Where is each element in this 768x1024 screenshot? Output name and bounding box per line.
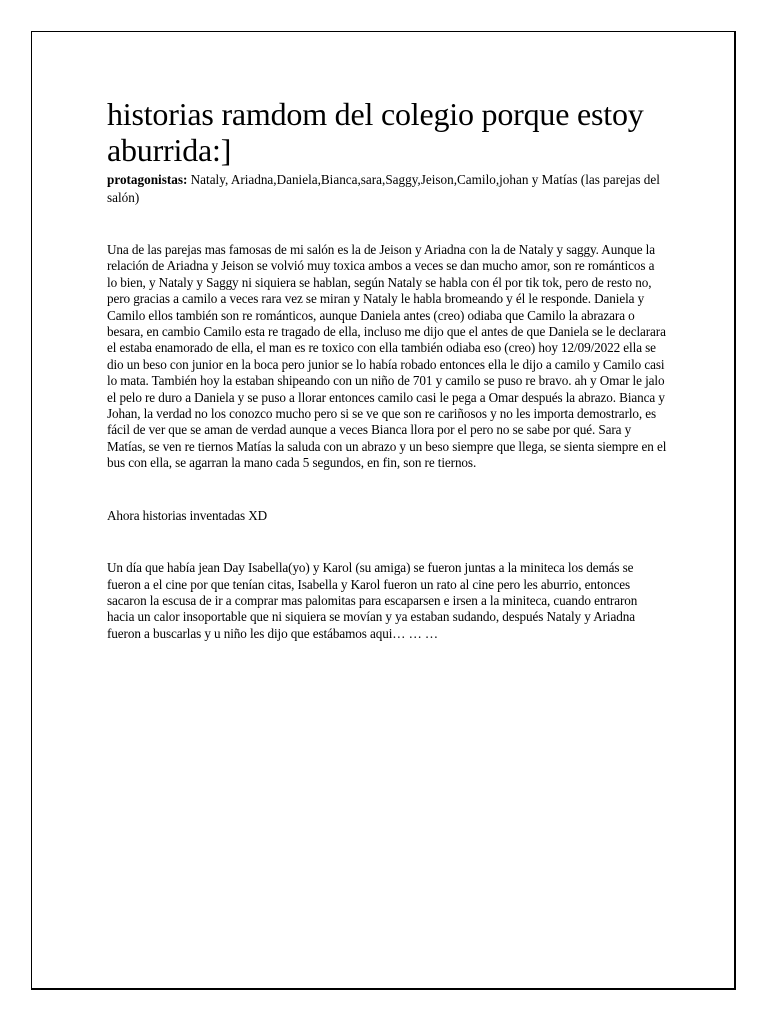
- protagonists-text: Nataly, Ariadna,Daniela,Bianca,sara,Saggy,Jeison,Camilo,johan y Matías (las parejas del salón): [107, 172, 660, 205]
- paragraph-invented-heading: Ahora historias inventadas XD: [107, 507, 268, 523]
- paragraph-story: Un día que había jean Day Isabella(yo) y Karol (su amiga) se fueron juntas a la miniteca los demás se fueron a el cine por que tenían citas, Isabella y Karol fueron un rato al cine pero les aburrio, entonces sacaron la escusa de ir a comprar mas palomitas para escaparsen e irsen a la miniteca, cuando entraron hacia un calor insoportable que ni siquiera se movían y ya estaban sudando, después Nataly y Ariadna fueron a buscarlas y u niño les dijo que estábamos aqui… … …: [107, 560, 638, 641]
- document-title: historias ramdom del colegio porque estoy aburrida:]: [107, 96, 644, 168]
- document-page: [31, 31, 736, 990]
- protagonists-label: protagonistas:: [107, 172, 188, 187]
- protagonists-line: [107, 171, 667, 206]
- document-body: [107, 96, 667, 642]
- paragraph-couples: Una de las parejas mas famosas de mi salón es la de Jeison y Ariadna con la de Nataly y saggy. Aunque la relación de Ariadna y Jeison se volvió muy toxica ambos a veces se dan mucho amor, son re románticos a lo bien, y Nataly y Saggy ni siquiera se hablan, según Nataly se habla con él por tik tok, pero de resto no, pero gracias a camilo a veces rara vez se miran y Nataly le habla bromeando y él le responde. Daniela y Camilo ellos también son re románticos, aunque Daniela antes (creo) odiaba que Camilo la abrazara o besara, en cambio Camilo esta re tragado de ella, incluso me dijo que el antes de que Daniela se le declarara el estaba enamorado de ella, el man es re toxico con ella también odiaba eso (creo) hoy 12/09/2022 ella se dio un beso con junior en la boca pero junior se lo había robado entonces ella le dijo a camilo y Camilo casi lo mata. También hoy la estaban shipeando con un niño de 701 y camilo se puso re bravo. ah y Omar le jalo el pelo re duro a Daniela y se puso a llorar entonces camilo casi le pega a Omar después la abrazo. Bianca y Johan, la verdad no los conozco mucho pero si se ve que son re cariñosos y no les importa demostrarlo, es fácil de ver que se aman de verdad aunque a veces Bianca llora por el pero no se sabe por qué. Sara y Matías, se ven re tiernos Matías la saluda con un abrazo y un beso siempre que llega, se sienta siempre en el bus con ella, se agarran la mano cada 5 segundos, en fin, son re tiernos.: [107, 242, 667, 471]
